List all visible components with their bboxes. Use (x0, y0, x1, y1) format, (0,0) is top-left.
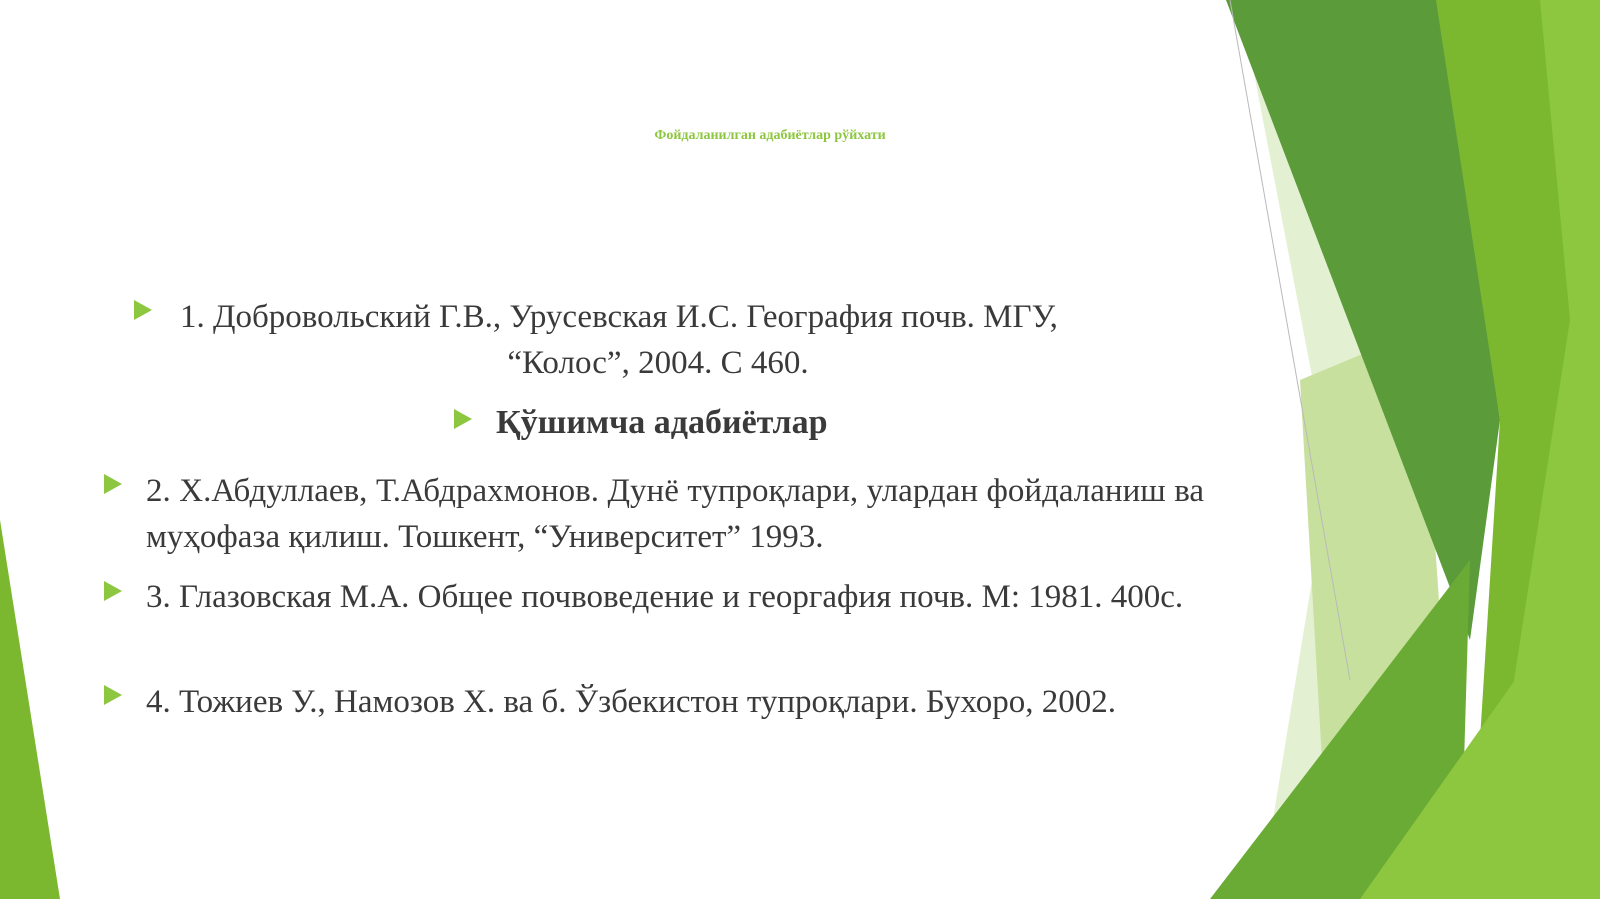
additional-literature-heading: Қўшимча адабиётлар (496, 404, 828, 441)
bullet-icon (454, 409, 472, 429)
reference-item-1-line1: 1. Добровольский Г.В., Урусевская И.С. География почв. МГУ, (180, 299, 1058, 335)
reference-item-2: 2. Х.Абдуллаев, Т.Абдрахмонов. Дунё тупроқлари, улардан фойдаланиш ва муҳофаза қилиш. Тошкент, “Университет” 1993. (146, 473, 1204, 555)
bullet-icon (104, 474, 122, 494)
reference-item-3: 3. Глазовская М.А. Общее почвоведение и георгафия почв. М: 1981. 400с. (146, 579, 1184, 615)
reference-item-1 (180, 294, 1190, 386)
reference-item-1-line2: “Колос”, 2004. С 460. (507, 345, 809, 381)
bullet-icon (134, 300, 152, 320)
left-green-facet (0, 520, 60, 899)
slide-title: Фойдаланилган адабиётлар рўйхати (654, 128, 886, 143)
bullet-icon (104, 581, 122, 601)
bullet-icon (104, 685, 122, 705)
reference-item-4: 4. Тожиев У., Намозов Х. ва б. Ўзбекистон тупроқлари. Бухоро, 2002. (146, 684, 1116, 720)
